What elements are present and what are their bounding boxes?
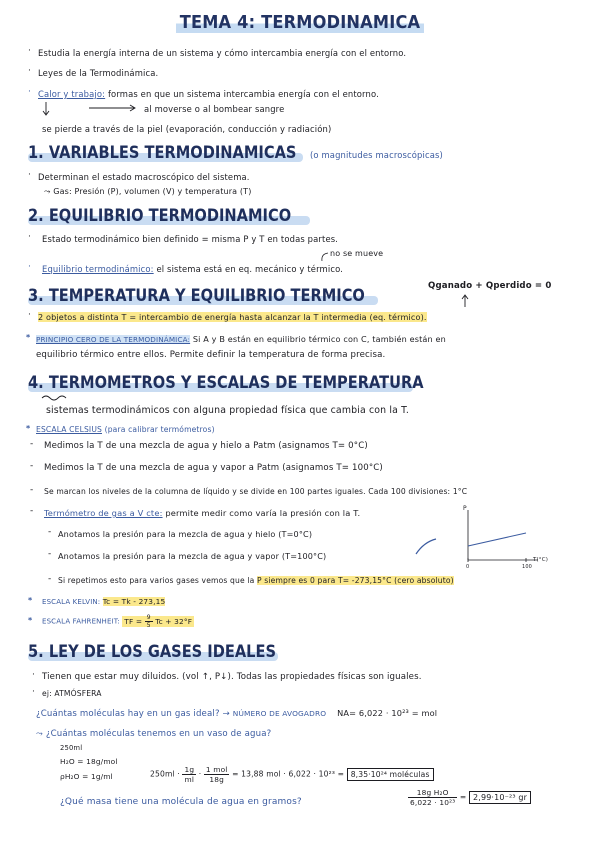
s5-line-1: Tienen que estar muy diluidos. (vol ↑, P↓). Todas las propiedades físicas son iguales. [42, 672, 422, 682]
dash: - [48, 574, 52, 584]
star-icon: * [26, 333, 31, 342]
star-icon: * [26, 424, 31, 433]
bullet-dot: · [28, 232, 31, 242]
dash: - [48, 527, 52, 537]
question-2-line: ⤳ ¿Cuántas moléculas tenemos en un vaso de agua? [36, 729, 272, 739]
bullet-dot: · [28, 170, 31, 180]
s3-line-1: 2 objetos a distinta T = intercambio de energía hasta alcanzar la T intermedia (eq. térmico). [38, 312, 427, 322]
volume-label: 250ml [60, 744, 83, 752]
graph-tick-0: 0 [466, 564, 470, 570]
curved-arrow-icon [318, 252, 330, 262]
star-icon: * [28, 596, 33, 605]
celsius-line: ESCALA CELSIUS (para calibrar termómetros) [36, 425, 215, 434]
avogadro-line: ¿Cuántas moléculas hay en un gas ideal? → NÚMERO DE AVOGADRO NA= 6,022 · 10²³ = mol [36, 708, 438, 719]
intro-sub-1: al moverse o al bombear sangre [144, 104, 285, 114]
bullet-dot: · [28, 66, 31, 76]
squiggle-arrow-icon: ⤳ [44, 187, 54, 196]
curved-arrow-icon [414, 536, 440, 556]
bullet-dot: · [28, 310, 31, 320]
bullet-dot: · [32, 670, 35, 680]
s2-line-2: Equilibrio termodinámico: el sistema está en eq. mecánico y térmico. [42, 264, 344, 274]
graph-x-label: T(°C) [533, 557, 548, 563]
celsius-step-1: Medimos la T de una mezcla de agua y hielo a Patm (asignamos T= 0°C) [44, 441, 368, 451]
intro-line-3 [38, 89, 379, 99]
result-molecules-box: 8,35·10²⁴ moléculas [347, 768, 434, 781]
section-5-heading: 5. LEY DE LOS GASES IDEALES [28, 642, 277, 662]
s1-line-2: ⤳ Gas: Presión (P), volumen (V) y temperatura (T) [44, 187, 252, 196]
bullet-dot: · [28, 262, 31, 272]
gas-step-1: Anotamos la presión para la mezcla de agua y hielo (T=0°C) [58, 529, 313, 539]
page-title: TEMA 4: TERMODINAMICA [0, 12, 600, 33]
question-3: ¿Qué masa tiene una molécula de agua en gramos? [60, 797, 302, 807]
fahrenheit-line: ESCALA FAHRENHEIT: TF = $\frac{9}{5}$ Tc + 32°F [42, 614, 193, 629]
section-1-heading: 1. VARIABLES TERMODINAMICAS [28, 143, 297, 163]
molecule-calculation: 250ml · $\frac{1g}{ml}$ · $\frac{\text{1 mol}}{18g}$ = 13,88 mol · 6,022 · 10²³ = 8,35·10²⁴ moléculas [150, 765, 434, 784]
gas-step-2: Anotamos la presión para la mezcla de agua y vapor (T=100°C) [58, 551, 327, 561]
gas-step-3: Si repetimos esto para varios gases vemos que la P siempre es 0 para T= -273,15°C (cero absoluto) [58, 576, 454, 585]
s3-side-formula: Qganado + Qperdido = 0 [428, 281, 552, 291]
water-molar-mass: H₂O = 18g/mol [60, 757, 118, 766]
intro-sub-2: se pierde a través de la piel (evaporación, conducción y radiación) [42, 124, 332, 134]
kelvin-line: ESCALA KELVIN: Tc = Tk - 273,15 [42, 597, 166, 606]
branch-arrow-icon [44, 100, 144, 120]
section-3-heading: 3. TEMPERATURA Y EQUILIBRIO TERMICO [28, 286, 365, 306]
dash: - [30, 506, 34, 516]
bullet-dot: · [32, 687, 35, 697]
intro-line-1: Estudia la energía interna de un sistema y cómo intercambia energía con el entorno. [38, 48, 407, 58]
bullet-dot: · [28, 87, 31, 97]
graph-tick-100: 100 [522, 564, 532, 570]
s3-line-2: PRINCIPIO CERO DE LA TERMODINÁMICA: Si A y B están en equilibrio térmico con C, también están en [36, 334, 446, 344]
s2-note: no se mueve [330, 249, 384, 258]
celsius-step-2: Medimos la T de una mezcla de agua y vapor a Patm (asignamos T= 100°C) [44, 463, 383, 473]
graph-line [468, 533, 526, 546]
s1-line-1: Determinan el estado macroscópico del sistema. [38, 172, 250, 182]
dash: - [30, 439, 34, 449]
gas-thermometer-line: Termómetro de gas a V cte: permite medir como varía la presión con la T. [44, 508, 361, 518]
dash: - [48, 549, 52, 559]
section-2-heading: 2. EQUILIBRIO TERMODINAMICO [28, 206, 292, 226]
calor-trabajo-label: Calor y trabajo: [38, 89, 106, 99]
calor-trabajo-text: formas en que un sistema intercambia energía con el entorno. [107, 89, 379, 99]
dash: - [30, 461, 34, 471]
mass-calculation: $\frac{\text{18g H₂O}}{\text{6,022 · 10²³}}$ = 2,99·10⁻²³ gr [408, 788, 531, 807]
dash: - [30, 485, 34, 495]
section-4-heading: 4. TERMOMETROS Y ESCALAS DE TEMPERATURA [28, 373, 424, 393]
graph-y-label: P [463, 505, 467, 512]
s5-line-2: ej: ATMÓSFERA [42, 689, 102, 698]
section-1-note: (o magnitudes macroscópicas) [310, 150, 443, 160]
result-mass-box: 2,99·10⁻²³ gr [469, 791, 531, 804]
up-arrow-icon [460, 294, 470, 308]
star-icon: * [28, 616, 33, 625]
squiggle-underline-icon [40, 394, 100, 402]
s3-line-3: equilibrio térmico entre ellos. Permite definir la temperatura de forma precisa. [36, 350, 386, 360]
water-density: ρH₂O = 1g/ml [60, 772, 113, 781]
celsius-step-3: Se marcan los niveles de la columna de líquido y se divide en 100 partes iguales. Cada 100 divisiones: 1°C [44, 487, 468, 496]
squiggle-arrow-icon: ⤳ [36, 729, 46, 739]
s2-line-1: Estado termodinámico bien definido = misma P y T en todas partes. [42, 234, 339, 244]
s4-intro: sistemas termodinámicos con alguna propiedad física que cambia con la T. [46, 405, 410, 416]
bullet-dot: · [28, 46, 31, 56]
intro-line-2: Leyes de la Termodinámica. [38, 68, 159, 78]
